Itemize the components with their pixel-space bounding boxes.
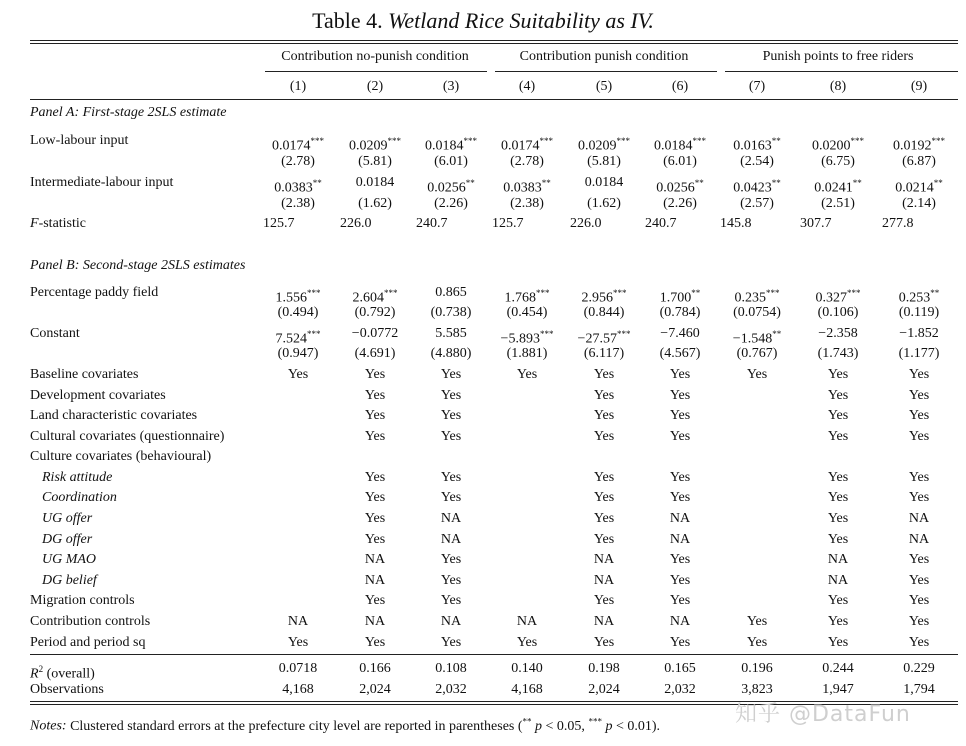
table-cell: (2.54) <box>740 154 774 169</box>
table-cell: Yes <box>364 593 386 608</box>
table-cell: NA <box>908 532 930 547</box>
table-cell: −2.358 <box>818 326 858 341</box>
table-cell: Yes <box>827 635 849 650</box>
table-cell: Yes <box>827 511 849 526</box>
table-cell: 0.0256** <box>656 178 704 196</box>
table-cell: (2.38) <box>281 196 315 211</box>
row-label: Contribution controls <box>30 614 151 629</box>
table-cell: (1.881) <box>506 346 548 361</box>
table-cell: Yes <box>827 470 849 485</box>
table-cell: −7.460 <box>660 326 700 341</box>
row-label: DG belief <box>42 573 97 588</box>
table-cell: Yes <box>908 552 930 567</box>
table-cell: (2.26) <box>663 196 697 211</box>
table-number: Table 4. <box>312 8 383 33</box>
table-cell: Yes <box>827 408 849 423</box>
column-number: (2) <box>366 79 384 94</box>
table-notes <box>30 716 660 735</box>
table-cell: 0.165 <box>664 661 696 676</box>
row-label: Percentage paddy field <box>30 285 159 300</box>
table-cell: Yes <box>593 511 615 526</box>
group-underline-3 <box>725 71 958 72</box>
column-number: (1) <box>289 79 307 94</box>
row-label: UG MAO <box>42 552 97 567</box>
table-cell: 145.8 <box>720 216 752 231</box>
table-cell: Yes <box>669 552 691 567</box>
table-cell: (2.26) <box>434 196 468 211</box>
table-cell: (0.119) <box>898 305 940 320</box>
table-cell: NA <box>908 511 930 526</box>
table-cell: (0.494) <box>277 305 319 320</box>
table-cell: Yes <box>827 532 849 547</box>
column-number: (9) <box>910 79 928 94</box>
column-number: (4) <box>518 79 536 94</box>
table-cell: Yes <box>746 367 768 382</box>
column-number: (5) <box>595 79 613 94</box>
table-cell: Yes <box>908 573 930 588</box>
row-label: Land characteristic covariates <box>30 408 198 423</box>
table-cell: NA <box>827 573 849 588</box>
table-cell: Yes <box>908 635 930 650</box>
table-cell: 2,024 <box>359 682 391 697</box>
table-cell: (0.947) <box>277 346 319 361</box>
table-cell: Yes <box>440 490 462 505</box>
table-cell: 0.0184 <box>355 175 395 190</box>
table-title <box>0 8 966 34</box>
table-cell: NA <box>440 511 462 526</box>
table-cell: Yes <box>364 635 386 650</box>
table-cell: 125.7 <box>492 216 524 231</box>
table-cell: 0.0209*** <box>349 136 401 154</box>
table-cell: (0.106) <box>817 305 859 320</box>
table-cell: 0.0184 <box>584 175 624 190</box>
group-header-no-punish: Contribution no-punish condition <box>281 49 469 64</box>
table-cell: Yes <box>364 388 386 403</box>
table-cell: Yes <box>364 429 386 444</box>
table-cell: −0.0772 <box>351 326 399 341</box>
row-label: Observations <box>30 682 104 697</box>
group-underline-1 <box>265 71 487 72</box>
stats-rule <box>30 654 958 655</box>
table-cell: 0.0163** <box>733 136 781 154</box>
table-cell: Yes <box>908 429 930 444</box>
table-cell: (5.81) <box>587 154 621 169</box>
table-cell: Yes <box>440 470 462 485</box>
table-cell: (6.01) <box>663 154 697 169</box>
table-cell: 2.956*** <box>581 288 627 306</box>
table-cell: 0.0241** <box>814 178 862 196</box>
table-cell: 0.0718 <box>278 661 318 676</box>
group-underline-2 <box>495 71 717 72</box>
table-cell: Yes <box>364 490 386 505</box>
table-cell: Yes <box>908 408 930 423</box>
table-cell: −5.893*** <box>500 329 554 347</box>
table-cell: Yes <box>669 593 691 608</box>
table-cell: Yes <box>440 593 462 608</box>
table-cell: 1.556*** <box>275 288 321 306</box>
table-cell: NA <box>440 532 462 547</box>
table-cell: (4.691) <box>354 346 396 361</box>
table-cell: 2,024 <box>588 682 620 697</box>
table-cell: 2,032 <box>435 682 467 697</box>
table-cell: 0.244 <box>822 661 854 676</box>
table-cell: Yes <box>908 470 930 485</box>
table-cell: 0.0200*** <box>812 136 864 154</box>
table-cell: Yes <box>593 490 615 505</box>
row-label: Migration controls <box>30 593 135 608</box>
table-cell: (1.743) <box>817 346 859 361</box>
table-cell: 0.196 <box>741 661 773 676</box>
table-cell: NA <box>593 614 615 629</box>
table-cell: (6.01) <box>434 154 468 169</box>
table-cell: (6.117) <box>583 346 625 361</box>
table-cell: (1.62) <box>358 196 392 211</box>
table-cell: (0.454) <box>506 305 548 320</box>
table-cell: NA <box>669 511 691 526</box>
table-cell: (4.567) <box>659 346 701 361</box>
table-cell: 0.0214** <box>895 178 943 196</box>
table-cell: Yes <box>364 470 386 485</box>
table-cell: Yes <box>593 593 615 608</box>
table-cell: Yes <box>516 367 538 382</box>
table-cell: 1.700** <box>659 288 701 306</box>
table-cell: Yes <box>908 593 930 608</box>
table-cell: Yes <box>440 429 462 444</box>
table-cell: (2.57) <box>740 196 774 211</box>
watermark: 知乎 @DataFun <box>735 702 911 727</box>
table-cell: (0.0754) <box>733 305 781 320</box>
table-cell: Yes <box>669 408 691 423</box>
table-cell: 0.0423** <box>733 178 781 196</box>
table-cell: Yes <box>287 635 309 650</box>
table-cell: Yes <box>746 635 768 650</box>
table-cell: 1,947 <box>822 682 854 697</box>
table-cell: (0.738) <box>430 305 472 320</box>
table-cell: (2.38) <box>510 196 544 211</box>
table-cell: Yes <box>364 532 386 547</box>
table-cell: 0.253** <box>898 288 940 306</box>
table-cell: (5.81) <box>358 154 392 169</box>
row-label: DG offer <box>42 532 93 547</box>
table-cell: Yes <box>364 511 386 526</box>
table-cell: Yes <box>593 635 615 650</box>
row-label: Period and period sq <box>30 635 146 650</box>
table-cell: 0.865 <box>435 285 467 300</box>
table-cell: 0.0184*** <box>425 136 477 154</box>
row-label: Coordination <box>42 490 117 505</box>
table-cell: 4,168 <box>282 682 314 697</box>
table-cell: NA <box>669 614 691 629</box>
table-cell: NA <box>593 552 615 567</box>
table-cell: 0.0174*** <box>272 136 324 154</box>
table-cell: 0.229 <box>903 661 935 676</box>
table-cell: (6.75) <box>821 154 855 169</box>
table-cell: Yes <box>669 573 691 588</box>
table-cell: (2.51) <box>821 196 855 211</box>
table-cell: 0.235*** <box>734 288 780 306</box>
table-cell: Yes <box>908 614 930 629</box>
table-cell: (6.87) <box>902 154 936 169</box>
table-cell: Yes <box>827 388 849 403</box>
table-cell: Yes <box>908 367 930 382</box>
table-cell: 2.604*** <box>352 288 398 306</box>
table-cell: Yes <box>593 532 615 547</box>
table-cell: Yes <box>440 408 462 423</box>
table-cell: Yes <box>669 635 691 650</box>
table-cell: (2.78) <box>281 154 315 169</box>
row-label: $R^2$ (overall) <box>30 664 95 682</box>
table-cell: Yes <box>669 388 691 403</box>
table-cell: Yes <box>440 367 462 382</box>
table-cell: Yes <box>908 490 930 505</box>
table-cell: Yes <box>908 388 930 403</box>
table-cell: (0.792) <box>354 305 396 320</box>
table-cell: Yes <box>440 388 462 403</box>
table-cell: 0.0256** <box>427 178 475 196</box>
table-cell: Yes <box>827 490 849 505</box>
table-cell: (4.880) <box>430 346 472 361</box>
row-label: Low-labour input <box>30 133 129 148</box>
table-cell: (0.767) <box>736 346 778 361</box>
table-cell: 307.7 <box>800 216 832 231</box>
notes-text: Clustered standard errors at the prefecture city level are reported in parentheses (** p < 0.05, *** p < 0.01). <box>66 716 660 734</box>
header-rule <box>30 99 958 100</box>
table-cell: (1.177) <box>898 346 940 361</box>
table-cell: NA <box>669 532 691 547</box>
table-cell: 0.0209*** <box>578 136 630 154</box>
table-cell: (1.62) <box>587 196 621 211</box>
table-cell: 0.327*** <box>815 288 861 306</box>
top-rule-1 <box>30 40 958 41</box>
table-cell: 0.166 <box>359 661 391 676</box>
table-cell: NA <box>827 552 849 567</box>
table-cell: 240.7 <box>645 216 677 231</box>
column-number: (3) <box>442 79 460 94</box>
table-cell: 0.140 <box>511 661 543 676</box>
table-cell: Yes <box>364 367 386 382</box>
table-cell: Yes <box>746 614 768 629</box>
table-cell: 0.108 <box>435 661 467 676</box>
table-cell: 0.0184*** <box>654 136 706 154</box>
table-title-text: Wetland Rice Suitability as IV. <box>388 8 654 33</box>
group-header-free-riders: Punish points to free riders <box>762 49 914 64</box>
table-cell: NA <box>287 614 309 629</box>
table-cell: (0.784) <box>659 305 701 320</box>
row-label: Cultural covariates (questionnaire) <box>30 429 225 444</box>
table-cell: Yes <box>827 367 849 382</box>
table-cell: (2.78) <box>510 154 544 169</box>
table-cell: NA <box>364 573 386 588</box>
table-cell: 3,823 <box>741 682 773 697</box>
table-cell: 0.0192*** <box>893 136 945 154</box>
table-cell: 125.7 <box>263 216 295 231</box>
table-cell: 0.0383** <box>503 178 551 196</box>
row-label: Baseline covariates <box>30 367 139 382</box>
row-label: Intermediate-labour input <box>30 175 174 190</box>
table-cell: Yes <box>516 635 538 650</box>
table-cell: Yes <box>593 470 615 485</box>
table-cell: Yes <box>287 367 309 382</box>
table-cell: Yes <box>364 408 386 423</box>
table-cell: 0.0383** <box>274 178 322 196</box>
column-number: (7) <box>748 79 766 94</box>
table-cell: (2.14) <box>902 196 936 211</box>
table-cell: NA <box>364 552 386 567</box>
panel-a-heading: Panel A: First-stage 2SLS estimate <box>30 105 227 120</box>
table-cell: Yes <box>440 552 462 567</box>
table-cell: 240.7 <box>416 216 448 231</box>
table-cell: 226.0 <box>340 216 372 231</box>
table-cell: 4,168 <box>511 682 543 697</box>
table-cell: 277.8 <box>882 216 914 231</box>
table-cell: NA <box>593 573 615 588</box>
notes-label: Notes: <box>30 718 67 734</box>
row-label: Culture covariates (behavioural) <box>30 449 212 464</box>
table-cell: NA <box>516 614 538 629</box>
table-cell: NA <box>364 614 386 629</box>
table-cell: Yes <box>827 614 849 629</box>
table-cell: (0.844) <box>583 305 625 320</box>
table-cell: Yes <box>827 429 849 444</box>
column-number: (6) <box>671 79 689 94</box>
table-cell: Yes <box>593 367 615 382</box>
row-label: Constant <box>30 326 80 341</box>
table-cell: Yes <box>669 490 691 505</box>
group-header-punish: Contribution punish condition <box>519 49 689 64</box>
table-cell: 1,794 <box>903 682 935 697</box>
table-cell: 0.0174*** <box>501 136 553 154</box>
table-cell: NA <box>440 614 462 629</box>
row-label: UG offer <box>42 511 93 526</box>
table-cell: Yes <box>440 635 462 650</box>
table-cell: −1.852 <box>899 326 939 341</box>
table-cell: Yes <box>440 573 462 588</box>
table-cell: Yes <box>593 429 615 444</box>
table-cell: 226.0 <box>570 216 602 231</box>
table-cell: 5.585 <box>435 326 467 341</box>
table-cell: Yes <box>827 593 849 608</box>
row-label: F-statistic <box>30 216 86 231</box>
table-cell: 2,032 <box>664 682 696 697</box>
table-cell: −27.57*** <box>577 329 631 347</box>
table-cell: Yes <box>669 367 691 382</box>
table-cell: Yes <box>593 408 615 423</box>
row-label: Risk attitude <box>42 470 113 485</box>
column-number: (8) <box>829 79 847 94</box>
row-label: Development covariates <box>30 388 166 403</box>
top-rule-2 <box>30 43 958 44</box>
panel-b-heading: Panel B: Second-stage 2SLS estimates <box>30 258 246 273</box>
table-cell: Yes <box>669 470 691 485</box>
table-cell: −1.548** <box>732 329 782 347</box>
table-cell: 7.524*** <box>275 329 321 347</box>
table-cell: Yes <box>669 429 691 444</box>
table-cell: Yes <box>593 388 615 403</box>
table-cell: 1.768*** <box>504 288 550 306</box>
table-cell: 0.198 <box>588 661 620 676</box>
